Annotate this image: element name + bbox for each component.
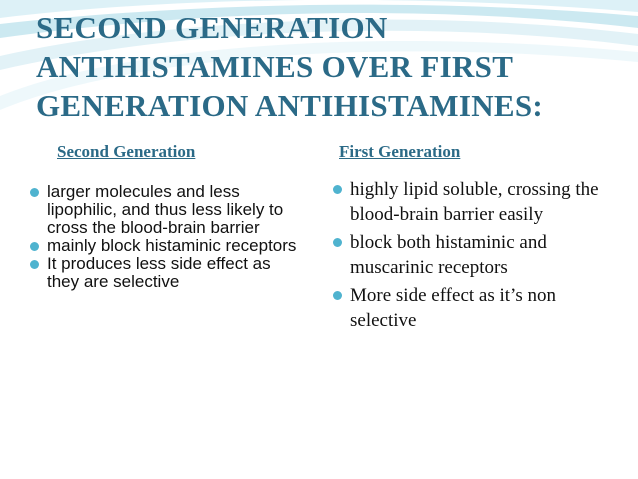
bullet-icon xyxy=(333,238,342,247)
bullet-icon xyxy=(30,242,39,251)
second-generation-list xyxy=(27,183,307,291)
list-item-text: larger molecules and less lipophilic, and thus less likely to cross the blood-brain barrier xyxy=(47,182,284,237)
bullet-icon xyxy=(333,185,342,194)
list-item xyxy=(330,283,620,333)
list-item-text: mainly block histaminic receptors xyxy=(47,236,297,255)
bullet-icon xyxy=(30,188,39,197)
list-item-text: highly lipid soluble, crossing the blood-brain barrier easily xyxy=(350,179,599,225)
list-item-text: More side effect as it’s non selective xyxy=(350,285,556,331)
bullet-icon xyxy=(30,260,39,269)
slide-title: SECOND GENERATION ANTIHISTAMINES OVER FIRST GENERATION ANTIHISTAMINES: xyxy=(36,10,544,123)
first-generation-heading: First Generation xyxy=(339,142,461,161)
first-generation-list xyxy=(330,177,620,336)
list-item xyxy=(27,183,307,237)
list-item xyxy=(330,230,620,280)
list-item xyxy=(27,237,307,255)
list-item-text: It produces less side effect as they are selective xyxy=(47,254,271,291)
list-item-text: block both histaminic and muscarinic receptors xyxy=(350,232,547,278)
bullet-icon xyxy=(333,291,342,300)
list-item xyxy=(27,255,307,291)
list-item xyxy=(330,177,620,227)
second-generation-heading: Second Generation xyxy=(57,142,196,161)
